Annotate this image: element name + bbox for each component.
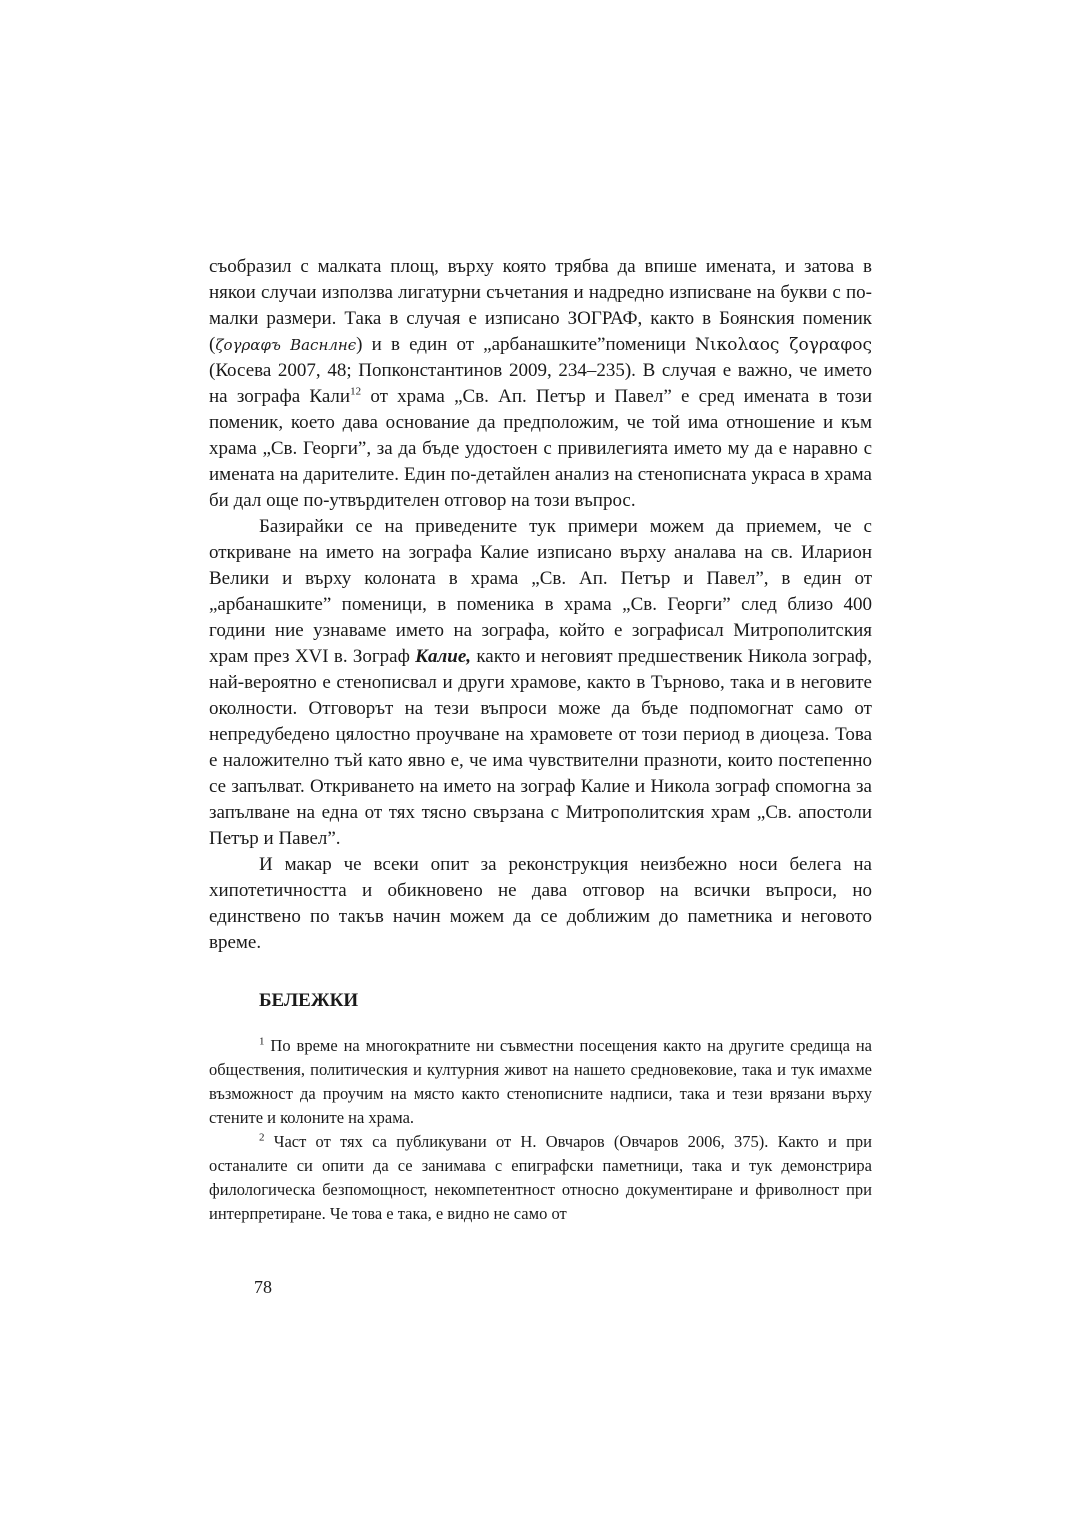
notes-heading: БЕЛЕЖКИ <box>259 990 359 1011</box>
paragraph-1-text-cont: ) и в един от „арбанашките”поменици <box>356 334 696 355</box>
footnote-reference: 12 <box>350 385 362 398</box>
footnote-marker: 1 <box>259 1035 265 1048</box>
footnote-text: Част от тях са публикувани от Н. Овчаров (Овчаров 2006, 375). Както и при останалите си опити да се занимава с епиграфски паметници, така и тук демонстрира филологическа безпомощност, некомпетентност относно документиране и фриволност при интерпретиране. Че това е така, е видно не само от <box>209 1132 872 1223</box>
paragraph-3: И макар че всеки опит за реконструкция неизбежно носи белега на хипотетичността и обикновено не дава отговор на всички въпроси, но единствено по такъв начин можем да се доближим до паметника и неговото време. <box>209 854 872 953</box>
emphasized-name: Калие, <box>415 646 472 667</box>
old-slavonic-inscription: ζογραφъ Βаснлнє <box>215 336 357 354</box>
footnote-marker: 2 <box>259 1131 265 1144</box>
paragraph-1 <box>209 254 872 514</box>
footnotes <box>209 1034 872 1226</box>
paragraph-2 <box>209 514 872 852</box>
paragraph-2-text: Базирайки се на приведените тук примери можем да приемем, че с откриване на името на зографа Калие изписано върху аналава на св. Иларион Велики и върху колоната в храма „Св. Ап. Петър и Павел”, в един от „арбанашките” поменици, в поменика в храма „Св. Георги” след близо 400 години ние узнаваме името на зографа, който е зографисал Митрополитския храм през XVI в. Зограф <box>209 516 872 667</box>
body-text <box>209 254 872 956</box>
paragraph-1-text-cont-3: от храма „Св. Ап. Петър и Павел” е сред имената в този поменик, което дава основание да предположим, че той има отношение и към храма „Св. Георги”, за да бъде удостоен с привилегията името му да е наравно с имената на дарителите. Един по-детайлен анализ на стенописната украса в храма би дал още по-утвърдителен отговор на този въпрос. <box>209 386 872 511</box>
footnote-1 <box>209 1034 872 1130</box>
greek-inscription: Νικολαος ζογραφος <box>695 335 873 355</box>
paragraph-1-text: съобразил с малката площ, върху която трябва да впише имената, и затова в някои случаи използва лигатурни съчетания и надредно изписване на букви с по-малки размери. Така в случая е изписано ЗОГРАФ, както в Боянския поменик ( <box>209 256 872 355</box>
page-content <box>209 254 872 1226</box>
footnote-text: По време на многократните ни съвместни посещения както на другите средища на обществения, политическия и културния живот на нашето средновековие, така и тук имахме възможност да проучим на място както стенописните надписи, така и тези врязани върху стените и колоните на храма. <box>209 1036 872 1127</box>
paragraph-2-text-cont: както и неговият предшественик Никола зограф, най-вероятно е стенописвал и други храмове, както в Търново, така и в неговите околности. Отговорът на тези въпроси може да бъде подпомогнат само от непредубедено цялостно проучване на храмовете от този период в диоцеза. Това е наложително тъй като явно е, че има чувствителни празноти, които постепенно се запълват. Откриването на името на зограф Калие и Никола зограф спомогна за запълване на една от тях тясно свързана с Митрополитския храм „Св. апостоли Петър и Павел”. <box>209 646 872 849</box>
page-number: 78 <box>254 1277 272 1297</box>
paragraph-1-text-cont-2: (Косева 2007, 48; Попконстантинов 2009, 234–235). В случая е важно, че името на зографа Кали <box>209 360 872 407</box>
footnote-2 <box>209 1130 872 1226</box>
